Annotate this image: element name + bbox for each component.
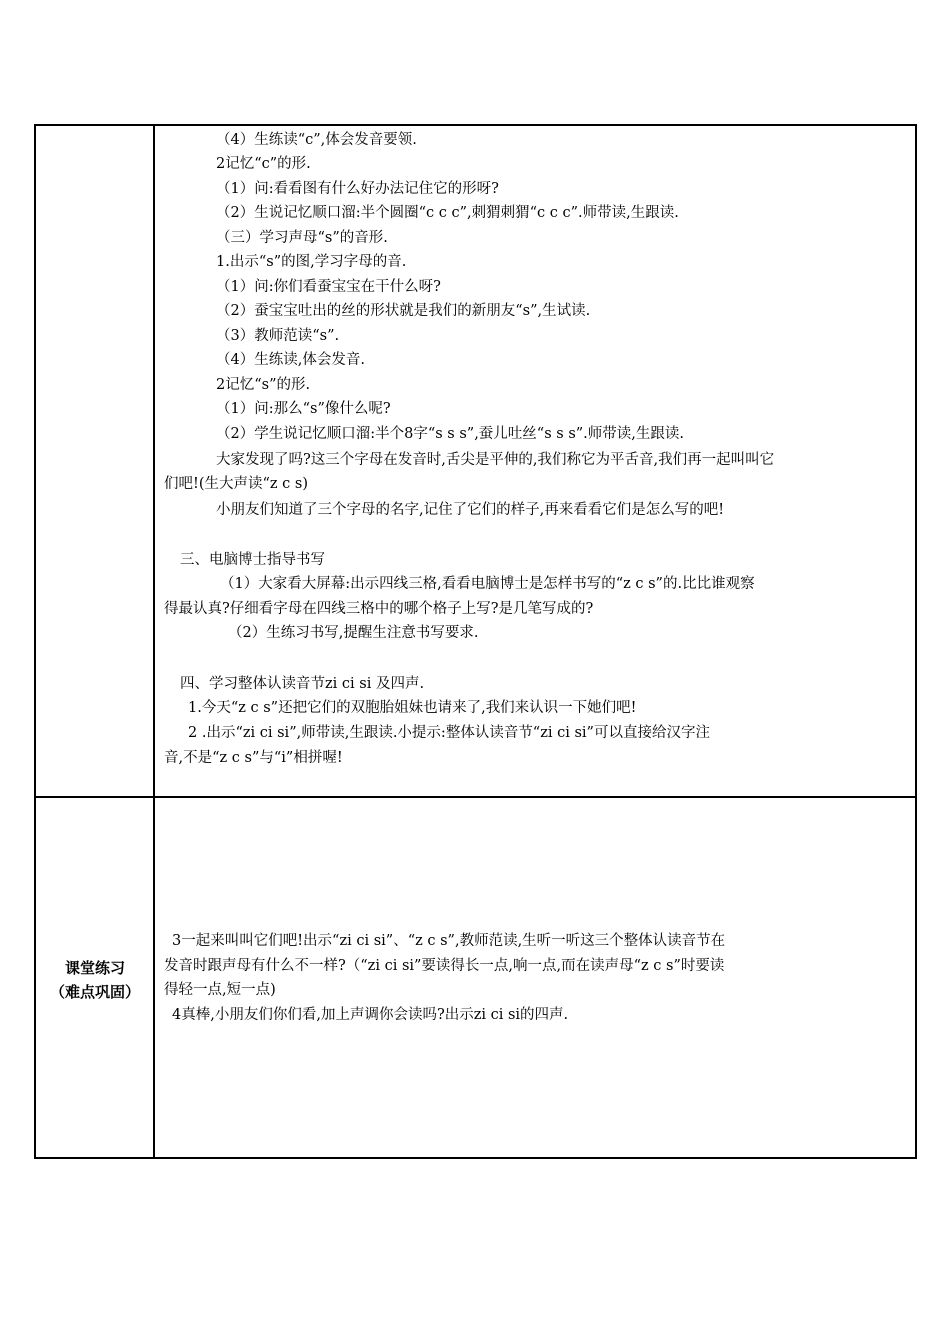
text-line: （2）生练习书写,提醒生注意书写要求. [228,625,479,641]
text-line: （1）大家看大屏幕:出示四线三格,看看电脑博士是怎样书写的“z c s”的.比比谁观察 [220,576,755,592]
section-heading: 三、电脑博士指导书写 [180,552,325,568]
text-line: 2记忆“c”的形. [216,156,311,172]
row-label-title: 课堂练习 [64,959,125,977]
text-line: （三）学习声母“s”的音形. [216,230,388,246]
text-line: 4真棒,小朋友们你们看,加上声调你会读吗?出示zi ci si的四声. [172,1007,569,1023]
text-line: （4）生练读,体会发音. [216,352,365,368]
table-border-right [915,124,917,1159]
text-line: 们吧!(生大声读“z c s) [164,476,308,492]
text-line: 1.今天“z c s”还把它们的双胞胎姐妹也请来了,我们来认识一下她们吧! [188,700,637,716]
text-line: （2）生说记忆顺口溜:半个圆圈“c c c”,刺猬刺猬“c c c”.师带读,生跟读. [216,205,679,221]
table-border-bottom [34,1157,917,1159]
text-line: 3一起来叫叫它们吧!出示“zi ci si”、“z c s”,教师范读,生听一听这三个整体认读音节在 [172,933,726,949]
text-line: 发音时跟声母有什么不一样?（“zi ci si”要读得长一点,响一点,而在读声母“z c s”时要读 [164,958,725,974]
text-line: 小朋友们知道了三个字母的名字,记住了它们的样子,再来看看它们是怎么写的吧! [216,502,725,518]
text-line: 大家发现了吗?这三个字母在发音时,舌尖是平伸的,我们称它为平舌音,我们再一起叫叫它 [216,452,775,468]
text-line: （1）问:看看图有什么好办法记住它的形呀? [216,181,499,197]
text-line: 2 .出示“zi ci si”,师带读,生跟读.小提示:整体认读音节“zi ci si”可以直接给汉字注 [188,725,710,741]
text-line: 2记忆“s”的形. [216,377,311,393]
text-line: （2）蚕宝宝吐出的丝的形状就是我们的新朋友“s”,生试读. [216,303,591,319]
row-label-subtitle: （难点巩固） [49,983,140,1001]
text-line: （3）教师范读“s”. [216,328,340,344]
text-line: （4）生练读“c”,体会发音要领. [216,132,417,148]
table-border-top [34,124,917,126]
text-line: （1）问:你们看蚕宝宝在干什么呀? [216,279,441,295]
text-line: 1.出示“s”的图,学习字母的音. [216,254,407,270]
table-row-divider [34,796,917,798]
text-line: 得轻一点,短一点) [164,982,276,998]
text-line: （1）问:那么“s”像什么呢? [216,401,391,417]
text-line: （2）学生说记忆顺口溜:半个8字“s s s”,蚕儿吐丝“s s s”.师带读,生跟读. [216,426,685,442]
text-line: 音,不是“z c s”与“i”相拼喔! [164,750,343,766]
section-heading: 四、学习整体认读音节zi ci si 及四声. [180,676,425,692]
text-line: 得最认真?仔细看字母在四线三格中的哪个格子上写?是几笔写成的? [164,601,594,617]
